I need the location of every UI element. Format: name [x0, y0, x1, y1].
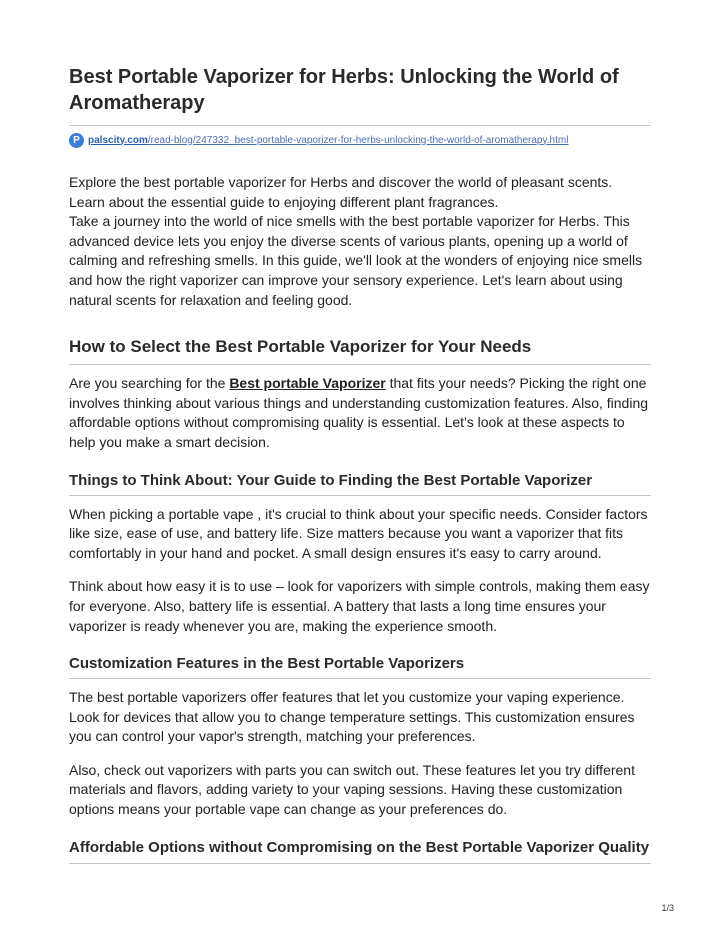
section-heading-select: How to Select the Best Portable Vaporizer for Your Needs [69, 337, 532, 357]
paragraph-text: that fits your needs? Picking the right one involves thinking about various things and understanding customization features. Also, finding affordable options without compromising quality is essential. Let's look at these aspects to help you make a smart decision. [69, 375, 649, 450]
section-select-paragraph [69, 374, 651, 452]
intro-paragraph-1: Explore the best portable vaporizer for Herbs and discover the world of pleasant scents. Learn about the essential guide to enjoying different plant fragrances. [69, 174, 613, 210]
section-customization-paragraph-1: The best portable vaporizers offer features that let you customize your vaping experience. Look for devices that allow you to change temperature settings. This customization ensures you can control your vapor's strength, matching your preferences. [69, 689, 635, 745]
section-things-paragraph-1: When picking a portable vape , it's crucial to think about your specific needs. Consider factors like size, ease of use, and battery life. Size matters because you want a vaporizer that fits comfortably in your hand and pocket. A small design ensures it's easy to carry around. [69, 505, 648, 561]
source-domain: palscity.com [88, 134, 148, 146]
source-line [69, 131, 651, 149]
section-divider [69, 863, 651, 864]
page-content [69, 64, 651, 864]
page-number: 1/3 [661, 903, 674, 913]
paragraph-text: Are you searching for the [69, 375, 230, 392]
intro-paragraph-2: Take a journey into the world of nice smells with the best portable vaporizer for Herbs. This advanced device lets you enjoy the diverse scents of various plants, opening up a world of calming and refreshing smells. In this guide, we'll look at the wonders of enjoying nice smells and how the right vaporizer can improve your sensory experience. Let's learn about using natural scents for relaxation and feeling good. [69, 213, 643, 308]
palscity-logo-icon: P [69, 133, 84, 148]
section-things-paragraph-2: Think about how easy it is to use – look for vaporizers with simple controls, making them easy for everyone. Also, battery life is essential. A battery that lasts a long time ensures your vaporizer is ready whenever you are, making the experience smooth. [69, 578, 650, 634]
section-customization-paragraph-2: Also, check out vaporizers with parts you can switch out. These features let you try different materials and flavors, adding variety to your vaping sessions. Having these customization options means your portable vape can change as your preferences do. [69, 761, 635, 818]
source-path: /read-blog/247332_best-portable-vaporizer-for-herbs-unlocking-the-world-of-aromatherapy.html [147, 134, 569, 146]
section-heading-things: Things to Think About: Your Guide to Finding the Best Portable Vaporizer [69, 471, 593, 489]
source-link[interactable] [88, 135, 568, 146]
title-divider [69, 125, 651, 126]
section-heading-affordable: Affordable Options without Compromising on the Best Portable Vaporizer Quality [69, 838, 650, 856]
best-portable-vaporizer-link[interactable]: Best portable Vaporizer [229, 375, 386, 392]
page-title: Best Portable Vaporizer for Herbs: Unlocking the World of Aromatherapy [69, 66, 619, 114]
section-heading-customization: Customization Features in the Best Portable Vaporizers [69, 655, 465, 673]
